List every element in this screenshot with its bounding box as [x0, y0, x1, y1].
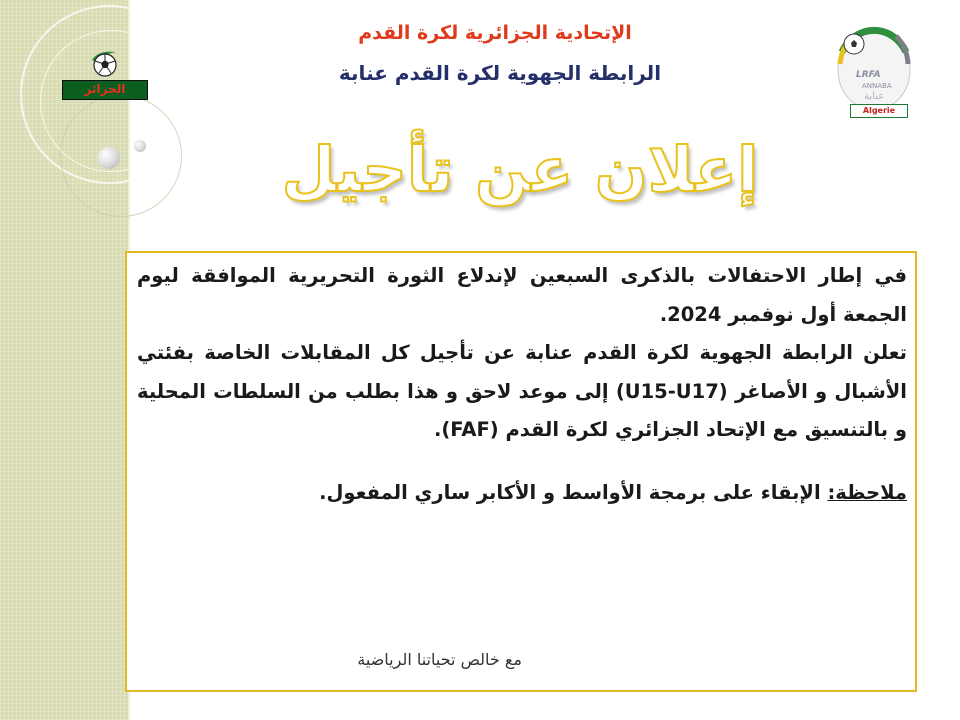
- announcement-title: إعلان عن تأجيل: [281, 133, 759, 206]
- football-icon: [90, 48, 120, 78]
- faf-logo: [62, 38, 148, 104]
- notice-paragraph-context: في إطار الاحتفالات بالذكرى السبعين لإندلاع الثورة التحريرية الموافقة ليوم الجمعة أول نوفمبر 2024.: [137, 264, 907, 326]
- note-text: الإبقاء على برمجة الأواسط و الأكابر ساري المفعول.: [319, 480, 828, 504]
- closing-salutation: مع خالص تحياتنا الرياضية: [357, 650, 522, 669]
- decorative-dot: [98, 147, 120, 169]
- lrfa-city: ANNABA: [862, 82, 892, 90]
- lrfa-name-plate: Algerie: [850, 104, 908, 118]
- lrfa-arabic-city: عنابة: [864, 91, 885, 102]
- notice-box: [125, 251, 917, 692]
- league-title: الرابطة الجهوية لكرة القدم عنابة: [338, 61, 662, 85]
- decorative-dot: [134, 140, 146, 152]
- paragraph-spacer: [137, 450, 907, 474]
- decorative-ring: [60, 95, 182, 217]
- federation-title: الإتحادية الجزائرية لكرة القدم: [358, 22, 632, 44]
- faf-name-plate: الجزائر: [62, 80, 148, 100]
- note-label: ملاحظة:: [827, 480, 907, 504]
- lrfa-annaba-logo: [834, 22, 914, 122]
- notice-body: [137, 257, 907, 512]
- notice-note: [137, 474, 907, 513]
- notice-paragraph-postponement: تعلن الرابطة الجهوية لكرة القدم عنابة عن تأجيل كل المقابلات الخاصة بفئتي الأشبال و الأصاغر (U15-U17) إلى موعد لاحق و هذا بطلب من السلطات المحلية و بالتنسيق مع الإتحاد الجزائري لكرة القدم (FAF).: [137, 341, 907, 441]
- lrfa-abbreviation: LRFA: [856, 70, 881, 80]
